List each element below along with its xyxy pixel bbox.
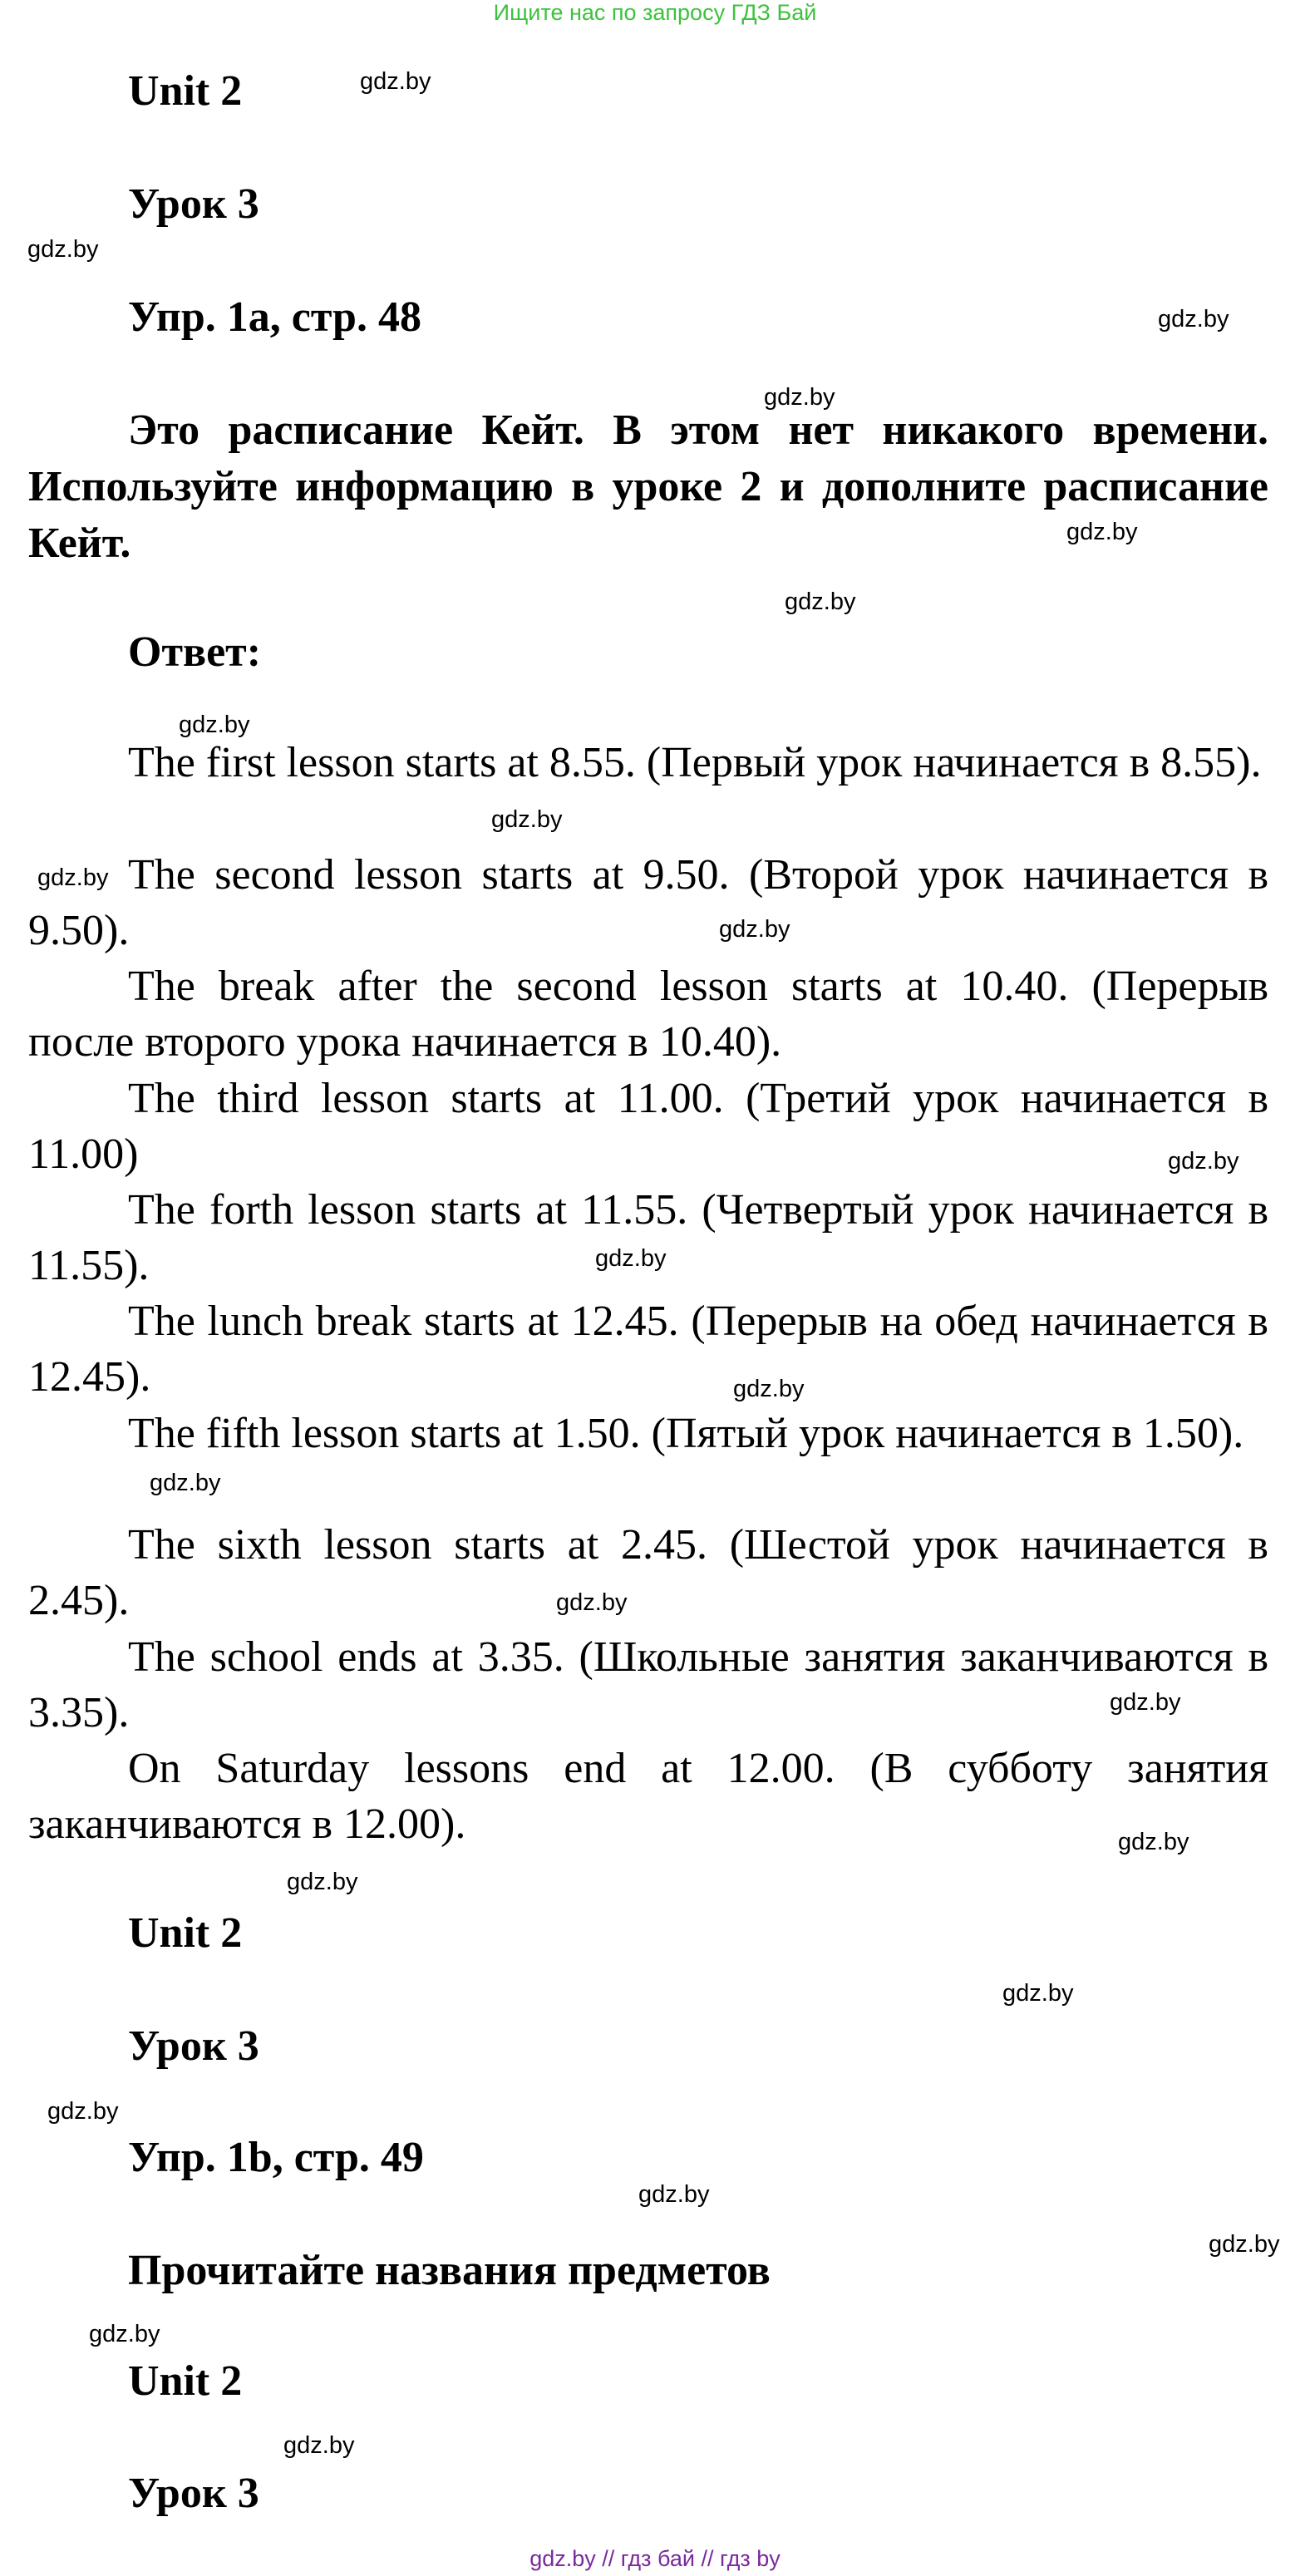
watermark: gdz.by [1002, 1980, 1074, 2007]
watermark: gdz.by [360, 68, 431, 95]
watermark: gdz.by [733, 1376, 805, 1402]
answer-line: The second lesson starts at 9.50. (Второй урок начинается в 9.50). [28, 851, 1268, 954]
watermark: gdz.by [283, 2432, 355, 2459]
answer-line: On Saturday lessons end at 12.00. (В субботу занятия заканчиваются в 12.00). [28, 1745, 1268, 1848]
task-text: Прочитайте названия предметов [128, 2247, 771, 2294]
watermark: gdz.by [491, 806, 563, 833]
watermark: gdz.by [89, 2321, 160, 2347]
watermark: gdz.by [556, 1589, 628, 1616]
answer-line: The sixth lesson starts at 2.45. (Шестой урок начинается в 2.45). [28, 1521, 1268, 1624]
watermark: gdz.by [179, 712, 250, 738]
answer-line: The forth lesson starts at 11.55. (Четвертый урок начинается в 11.55). [28, 1186, 1268, 1289]
unit-heading: Unit 2 [128, 2357, 243, 2405]
lesson-heading: Урок 3 [128, 2022, 259, 2070]
answer-line: The school ends at 3.35. (Школьные занятия заканчиваются в 3.35). [28, 1633, 1268, 1736]
watermark: gdz.by [150, 1470, 221, 1496]
watermark: gdz.by [1110, 1689, 1181, 1716]
watermark: gdz.by [595, 1245, 667, 1272]
watermark: gdz.by [764, 384, 835, 411]
answer-line: The break after the second lesson starts at 10.40. (Перерыв после второго урока начинается в 10.40). [28, 963, 1268, 1066]
answer-line: The fifth lesson starts at 1.50. (Пятый урок начинается в 1.50). [128, 1410, 1244, 1457]
lesson-heading: Урок 3 [128, 2470, 259, 2517]
answer-line: The lunch break starts at 12.45. (Перерыв на обед начинается в 12.45). [28, 1298, 1268, 1401]
watermark: gdz.by [719, 916, 790, 943]
unit-heading: Unit 2 [128, 67, 243, 115]
watermark: gdz.by [785, 589, 856, 615]
task-text: Это расписание Кейт. В этом нет никакого времени. Используйте информацию в уроке 2 и дополните расписание Кейт. [28, 406, 1268, 567]
watermark: gdz.by [47, 2098, 119, 2125]
answer-label: Ответ: [128, 628, 262, 676]
answer-line: The first lesson starts at 8.55. (Первый урок начинается в 8.55). [128, 739, 1262, 786]
top-banner[interactable]: Ищите нас по запросу ГДЗ Бай [493, 0, 817, 25]
watermark: gdz.by [638, 2181, 710, 2208]
watermark: gdz.by [1209, 2231, 1280, 2258]
watermark: gdz.by [1118, 1829, 1189, 1855]
footer-links[interactable]: gdz.by // гдз бай // гдз by [529, 2546, 781, 2571]
lesson-heading: Урок 3 [128, 180, 259, 228]
watermark: gdz.by [1168, 1148, 1239, 1175]
watermark: gdz.by [1158, 306, 1229, 332]
watermark: gdz.by [37, 864, 109, 891]
watermark: gdz.by [287, 1869, 358, 1895]
unit-heading: Unit 2 [128, 1909, 243, 1957]
exercise-heading: Упр. 1b, стр. 49 [128, 2134, 424, 2181]
answer-line: The third lesson starts at 11.00. (Третий урок начинается в 11.00) [28, 1075, 1268, 1178]
exercise-heading: Упр. 1a, стр. 48 [128, 293, 421, 341]
watermark: gdz.by [1066, 519, 1138, 545]
watermark: gdz.by [27, 236, 99, 263]
